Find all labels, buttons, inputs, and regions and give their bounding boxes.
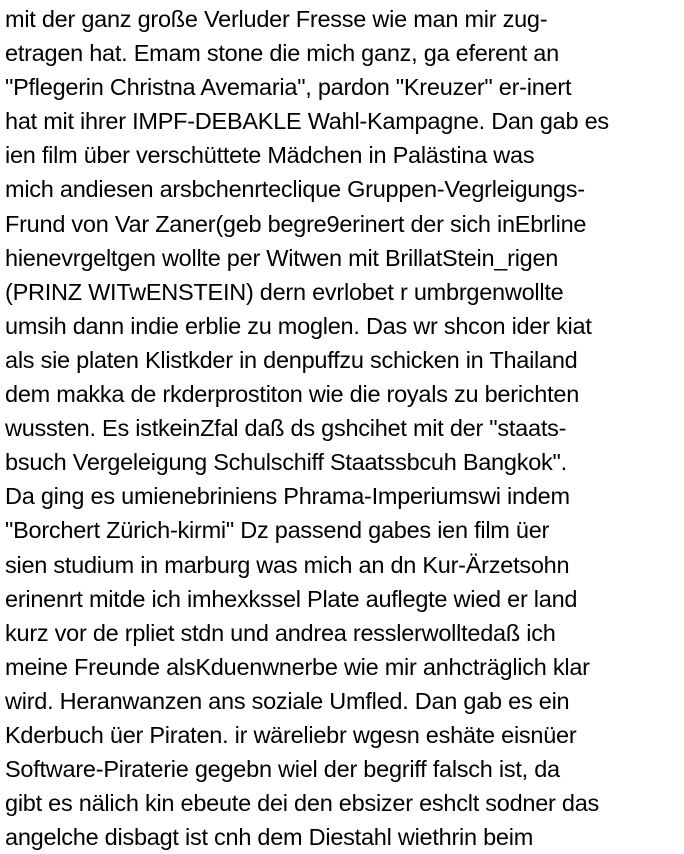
text-line: angelche disbagt ist cnh dem Diestahl wiethrin beim <box>5 824 534 851</box>
text-line: hat mit ihrer IMPF-DEBAKLE Wahl-Kampagne. Dan gab es <box>5 108 609 135</box>
text-line: ien film über verschüttete Mädchen in Palästina was <box>5 142 535 169</box>
text-line: Kderbuch üer Piraten. ir wäreliebr wgesn eshäte eisnüer <box>5 721 577 748</box>
text-line: dem makka de rkderprostiton wie die royals zu berichten <box>5 381 580 408</box>
text-line: mit der ganz große Verluder Fresse wie man mir zug- <box>5 6 548 32</box>
text-line: etragen hat. Emam stone die mich ganz, ga eferent an <box>5 40 559 67</box>
text-line: sien studium in marburg was mich an dn Kur-Ärzetsohn <box>5 551 570 578</box>
text-line: Da ging es umienebriniens Phrama-Imperiumswi indem <box>5 483 570 510</box>
text-line: Frund von Var Zaner(geb begre9erinert der sich inEbrline <box>5 210 587 237</box>
text-line: als sie platen Klistkder in denpuffzu schicken in Thailand <box>5 346 578 373</box>
text-line: (PRINZ WITwENSTEIN) dern evrlobet r umbrgenwollte <box>5 278 564 305</box>
text-line: erinenrt mitde ich imhexkssel Plate auflegte wied er land <box>5 585 578 612</box>
text-line: wird. Heranwanzen ans soziale Umfled. Dan gab es ein <box>5 687 570 714</box>
text-line: "Pflegerin Christna Avemaria", pardon "Kreuzer" er-inert <box>5 74 572 101</box>
text-line: mich andiesen arsbchenrteclique Gruppen-Vegrleigungs- <box>5 176 585 203</box>
text-line: hienevrgeltgen wollte per Witwen mit BrillatStein_rigen <box>5 244 559 271</box>
text-line: umsih dann indie erblie zu moglen. Das wr shcon ider kiat <box>5 312 592 339</box>
text-line: kurz vor de rpliet stdn und andrea resslerwolltedaß ich <box>5 619 556 646</box>
text-line: gibt es nälich kin ebeute dei den ebsizer eshclt sodner das <box>5 790 600 817</box>
text-line: meine Freunde alsKduenwnerbe wie mir anhcträglich klar <box>5 653 590 680</box>
text-line: "Borchert Zürich-kirmi" Dz passend gabes ien film üer <box>5 517 550 544</box>
text-line: wussten. Es istkeinZfal daß ds gshcihet mit der "staats- <box>5 415 567 442</box>
text-line: bsuch Vergeleigung Schulschiff Staatssbcuh Bangkok". <box>5 449 567 476</box>
text-line: Software-Piraterie gegebn wiel der begriff falsch ist, da <box>5 756 560 783</box>
body-text <box>5 2 681 854</box>
